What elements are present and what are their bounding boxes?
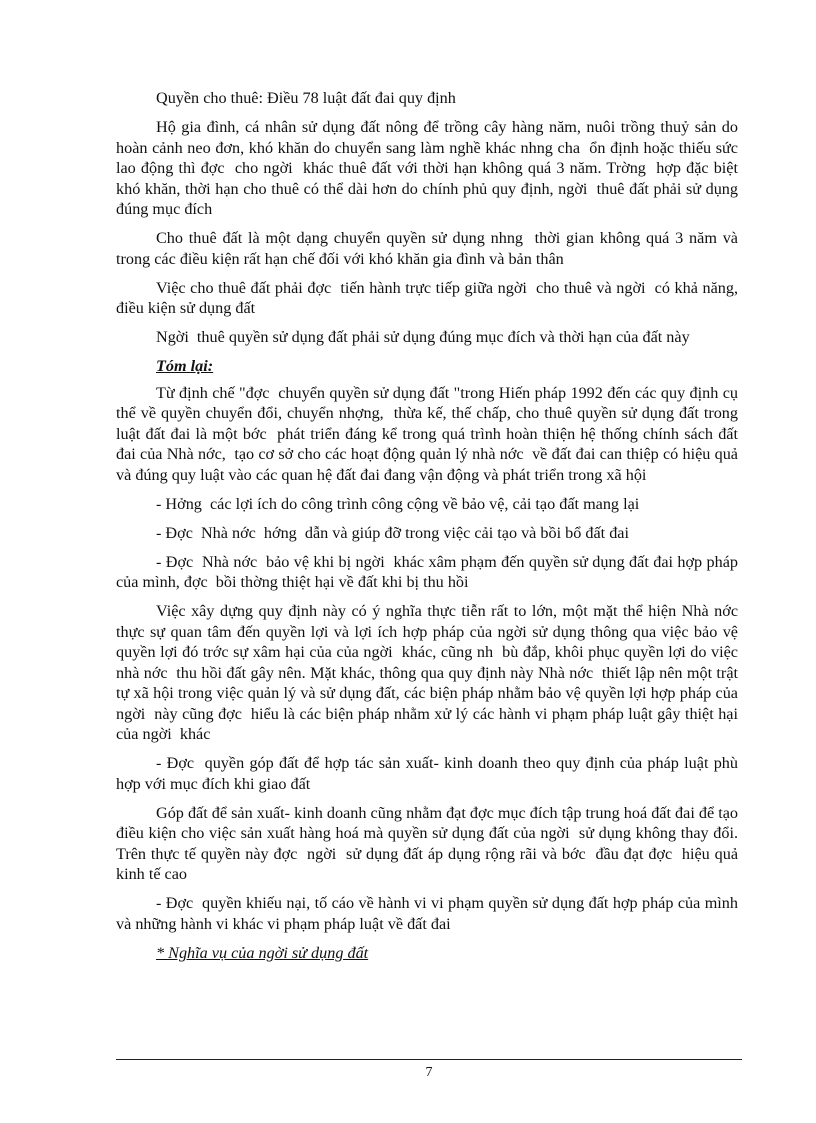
list-item-complaint-right: - Đợc quyền khiếu nại, tố cáo về hành vi vi phạm quyền sử dụng đất hợp pháp của mình và những hành vi khác vi phạm pháp luật về đất đai <box>116 894 743 933</box>
page-number: 7 <box>425 1065 433 1080</box>
paragraph-lease-right-title: Quyền cho thuê: Điều 78 luật đất đai quy định <box>156 89 456 107</box>
paragraph-lease-definition: Cho thuê đất là một dạng chuyển quyền sử dụng nhng thời gian không quá 3 năm và trong các điều kiện rất hạn chế đối với khó khăn gia đình và bản thân <box>116 229 743 268</box>
paragraph-lease-direct: Việc cho thuê đất phải đợc tiến hành trực tiếp giữa ngời cho thuê và ngời có khả năng, điều kiện sử dụng đất <box>116 278 743 317</box>
paragraph-regulation-meaning: Việc xây dựng quy định này có ý nghĩa thực tiễn rất to lớn, một mặt thể hiện Nhà nớc thực sự quan tâm đến quyền lợi và lợi ích hợp pháp của ngời sử dụng thông qua việc bảo vệ quyền lợi đó trớc sự xâm hại của của ngời khác, cũng nh bù đắp, khôi phục quyền lợi do việc nhà nớc thu hồi đất gây nên. Mặt khác, thông qua quy định này Nhà nớc thiết lập nên một trật tự xã hội trong việc quản lý và sử dụng đất, các biện pháp nhằm bảo vệ quyền lợi hợp pháp của ngời này cũng đợc hiểu là các biện pháp nhằm xử lý các hành vi phạm pháp luật gây thiệt hại của ngời khác <box>116 602 747 743</box>
paragraph-household-lease: Hộ gia đình, cá nhân sử dụng đất nông để trồng cây hàng năm, nuôi trồng thuỷ sản do hoàn cảnh neo đơn, khó khăn do chuyển sang làm nghề khác nhng cha ổn định hoặc thiếu sức lao động thì đợc cho ngời khác thuê đất với thời hạn không quá 3 năm. Trờng hợp đặc biệt khó khăn, thời hạn cho thuê có thể dài hơn do chính phủ quy định, ngời thuê đất phải sử dụng đúng mục đích <box>116 118 743 218</box>
list-item-state-guidance: - Đợc Nhà nớc hớng dẫn và giúp đỡ trong việc cải tạo và bồi bổ đất đai <box>156 523 629 542</box>
list-item-public-benefits: - Hởng các lợi ích do công trình công cộng về bảo vệ, cải tạo đất mang lại <box>156 494 640 513</box>
obligations-heading: * Nghĩa vụ của ngời sử dụng đất <box>156 943 369 962</box>
list-item-state-protection: - Đợc Nhà nớc bảo vệ khi bị ngời khác xâm phạm đến quyền sử dụng đất đai hợp pháp của mình, đợc bồi thờng thiệt hại về đất khi bị thu hồi <box>116 552 743 591</box>
paragraph-lessee-obligation: Ngời thuê quyền sử dụng đất phải sử dụng đúng mục đích và thời hạn của đất này <box>156 328 690 346</box>
paragraph-summary-constitution: Từ định chế "đợc chuyển quyền sử dụng đất "trong Hiến pháp 1992 đến các quy định cụ thể về quyền chuyển đổi, chuyển nhợng, thừa kế, thế chấp, cho thuê quyền sử dụng đất trong luật đất đai là một bớc phát triển đáng kể trong quá trình hoàn thiện hệ thống chính sách đất đai của Nhà nớc, tạo cơ sở cho các hoạt động quản lý nhà nớc về đất đai can thiệp có hiệu quả và đúng quy luật vào các quan hệ đất đai đang vận động và phát triển trong xã hội <box>116 383 743 484</box>
paragraph-contribution-purpose: Góp đất để sản xuất- kinh doanh cũng nhằm đạt đợc mục đích tập trung hoá đất đai để tạo điều kiện cho việc sản xuất hàng hoá mà quyền sử dụng đất của ngời sử dụng không thay đổi. Trên thực tế quyền này đợc ngời sử dụng đất áp dụng rộng rãi và bớc đầu đạt đợc hiệu quả kinh tế cao <box>116 803 743 883</box>
document-page <box>116 88 747 963</box>
summary-heading: Tóm lại: <box>156 357 214 375</box>
footer-divider <box>116 1059 742 1060</box>
list-item-land-contribution: - Đợc quyền góp đất để hợp tác sản xuất- kinh doanh theo quy định của pháp luật phù hợp với mục đích khi giao đất <box>116 754 743 793</box>
